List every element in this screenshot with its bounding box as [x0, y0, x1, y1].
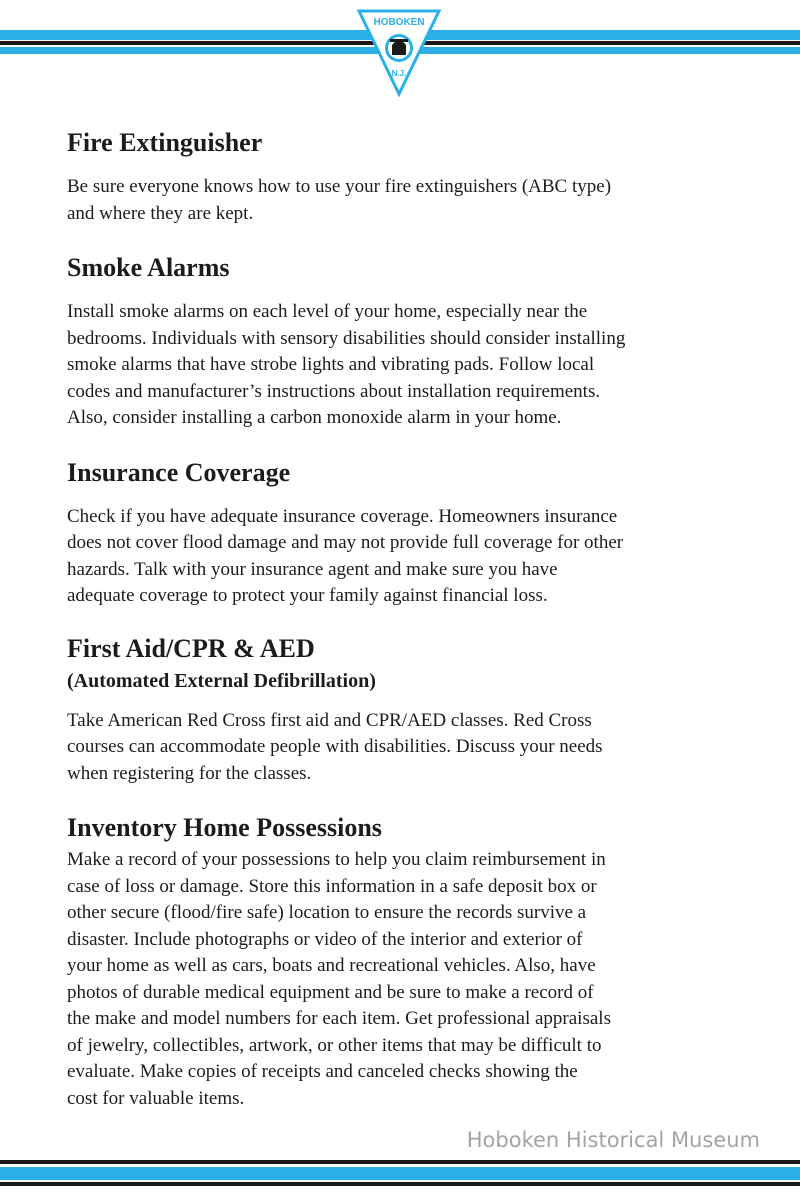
section-subheading: (Automated External Defibrillation): [67, 669, 376, 692]
badge-top-text: HOBOKEN: [373, 17, 425, 28]
page-content: [67, 126, 747, 1112]
section-body: Be sure everyone knows how to use your fire extinguishers (ABC type) and where they are kept.: [67, 176, 612, 224]
section-heading: First Aid/CPR & AED: [67, 633, 315, 663]
museum-watermark: Hoboken Historical Museum: [466, 1128, 760, 1152]
section-insurance-coverage: [67, 456, 747, 610]
section-body: Take American Red Cross first aid and CPR/AED classes. Red Cross courses can accommodate people with disabilities. Discuss your needs when registering for the classes.: [67, 709, 603, 784]
section-heading: Inventory Home Possessions: [67, 813, 382, 842]
section-body: Install smoke alarms on each level of your home, especially near the bedrooms. Individuals with sensory disabilities should consider installing smoke alarms that have strobe lights and vibrating pads. Follow local codes and manufacturer’s instructions about installation requirements. Also, consider installing a carbon monoxide alarm in your home.: [67, 301, 626, 428]
section-heading: Fire Extinguisher: [67, 128, 263, 157]
section-first-aid: [67, 632, 747, 788]
bottom-blue-band: [0, 1167, 800, 1180]
section-heading: Smoke Alarms: [67, 253, 230, 282]
bottom-black-rule: [0, 1160, 800, 1164]
badge-bottom-text: N.J.: [391, 69, 407, 78]
hoboken-badge-logo: [356, 8, 442, 98]
section-heading: Insurance Coverage: [67, 457, 291, 487]
section-body: Check if you have adequate insurance coverage. Homeowners insurance does not cover flood damage and may not provide full coverage for other hazards. Talk with your insurance agent and make sure you have adequate coverage to protect your family against financial loss.: [67, 505, 624, 606]
section-inventory: [67, 811, 747, 1112]
section-fire-extinguisher: [67, 126, 747, 227]
section-body: Make a record of your possessions to help you claim reimbursement in case of loss or damage. Store this information in a safe deposit box or other secure (flood/fire safe) location to ensure the records survive a disaster. Include photographs or video of the interior and exterior of your home as well as cars, boats and recreational vehicles. Also, have photos of durable medical equipment and be sure to make a record of the make and model numbers for each item. Get professional appraisals of jewelry, collectibles, artwork, or other items that may be difficult to evaluate. Make copies of receipts and canceled checks showing the cost for valuable items.: [67, 849, 611, 1109]
section-smoke-alarms: [67, 251, 747, 432]
bottom-black-rule-lower: [0, 1182, 800, 1186]
